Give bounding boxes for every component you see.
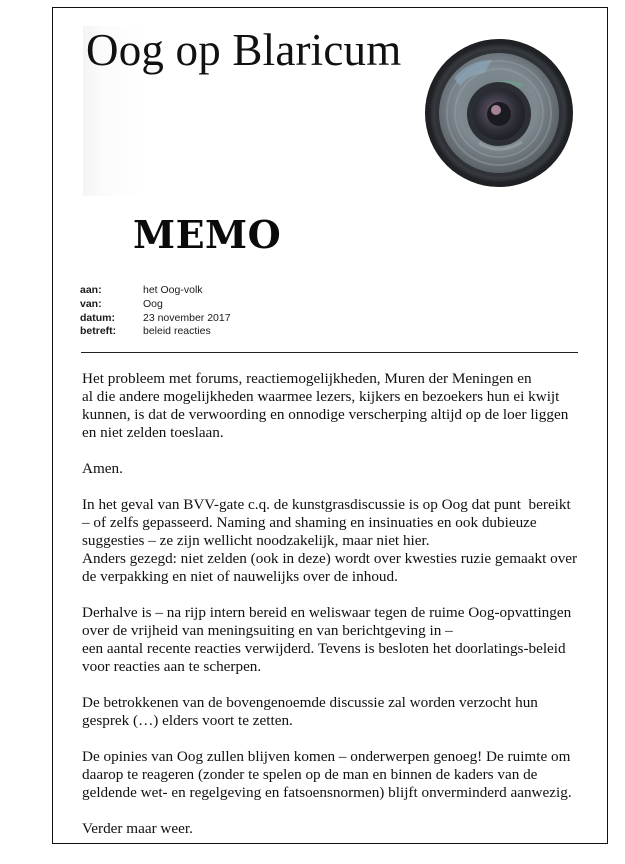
meta-label: betreft:	[80, 325, 117, 338]
text-line: voor reacties aan te scherpen.	[82, 658, 262, 675]
memo-page	[52, 7, 608, 844]
paragraph-opinies	[82, 748, 602, 802]
paragraph-betrokkenen	[82, 694, 602, 730]
text-line: en niet zelden toeslaan.	[82, 424, 224, 441]
text-line: daarop te reageren (zonder te spelen op de man en binnen de kaders van de	[82, 766, 538, 783]
memo-body	[82, 370, 602, 856]
text-line: Het probleem met forums, reactiemogelijkheden, Muren der Meningen en	[82, 370, 532, 387]
meta-row-to	[80, 284, 231, 298]
text-line: De opinies van Oog zullen blijven komen – onderwerpen genoeg! De ruimte om	[82, 748, 571, 765]
text-line: De betrokkenen van de bovengenoemde discussie zal worden verzocht hun	[82, 694, 538, 711]
memo-metadata	[80, 284, 231, 339]
site-title: Oog op Blaricum	[86, 25, 402, 75]
text-line: Verder maar weer.	[82, 820, 193, 837]
meta-label: datum:	[80, 311, 115, 324]
text-line: suggesties – ze zijn wellicht noodzakelijk, maar niet hier.	[82, 532, 430, 549]
text-line: Amen.	[82, 460, 123, 477]
paragraph-amen	[82, 460, 602, 478]
horizontal-divider	[81, 352, 578, 353]
text-line: gesprek (…) elders voort te zetten.	[82, 712, 293, 729]
memo-heading: MEMO	[133, 212, 282, 257]
camera-lens-icon	[424, 38, 574, 188]
meta-row-date	[80, 312, 231, 326]
text-line: de verpakking en niet of nauwelijks over de inhoud.	[82, 568, 398, 585]
paragraph-derhalve	[82, 604, 602, 676]
text-line: geldende wet- en regelgeving en fatsoensnormen) blijft onverminderd aanwezig.	[82, 784, 572, 801]
text-line: al die andere mogelijkheden waarmee lezers, kijkers en bezoekers hun ei kwijt	[82, 388, 560, 405]
text-line: Anders gezegd: niet zelden (ook in deze) wordt over kwesties ruzie gemaakt over	[82, 550, 578, 567]
meta-label: van:	[80, 297, 102, 310]
meta-label: aan:	[80, 284, 102, 296]
text-line: In het geval van BVV-gate c.q. de kunstgrasdiscussie is op Oog dat punt bereikt	[82, 496, 571, 513]
meta-row-subject	[80, 325, 231, 339]
meta-value: het Oog-volk	[143, 284, 203, 296]
meta-value: 23 november 2017	[143, 311, 231, 324]
meta-row-from	[80, 298, 231, 312]
meta-value: Oog	[143, 297, 163, 310]
text-line: over de vrijheid van meningsuiting en van berichtgeving in –	[82, 622, 453, 639]
text-line: kunnen, is dat de verwoording en onnodige verscherping altijd op de loer liggen	[82, 406, 569, 423]
paragraph-closing	[82, 820, 602, 838]
text-line: Derhalve is – na rijp intern bereid en weliswaar tegen de ruime Oog-opvattingen	[82, 604, 572, 621]
text-line: – of zelfs gepasseerd. Naming and shaming en insinuaties en ook dubieuze	[82, 514, 537, 531]
meta-value: beleid reacties	[143, 325, 211, 338]
text-line: een aantal recente reacties verwijderd. Tevens is besloten het doorlatings-beleid	[82, 640, 566, 657]
paragraph-problem	[82, 370, 602, 442]
paragraph-bvv-gate	[82, 496, 602, 586]
